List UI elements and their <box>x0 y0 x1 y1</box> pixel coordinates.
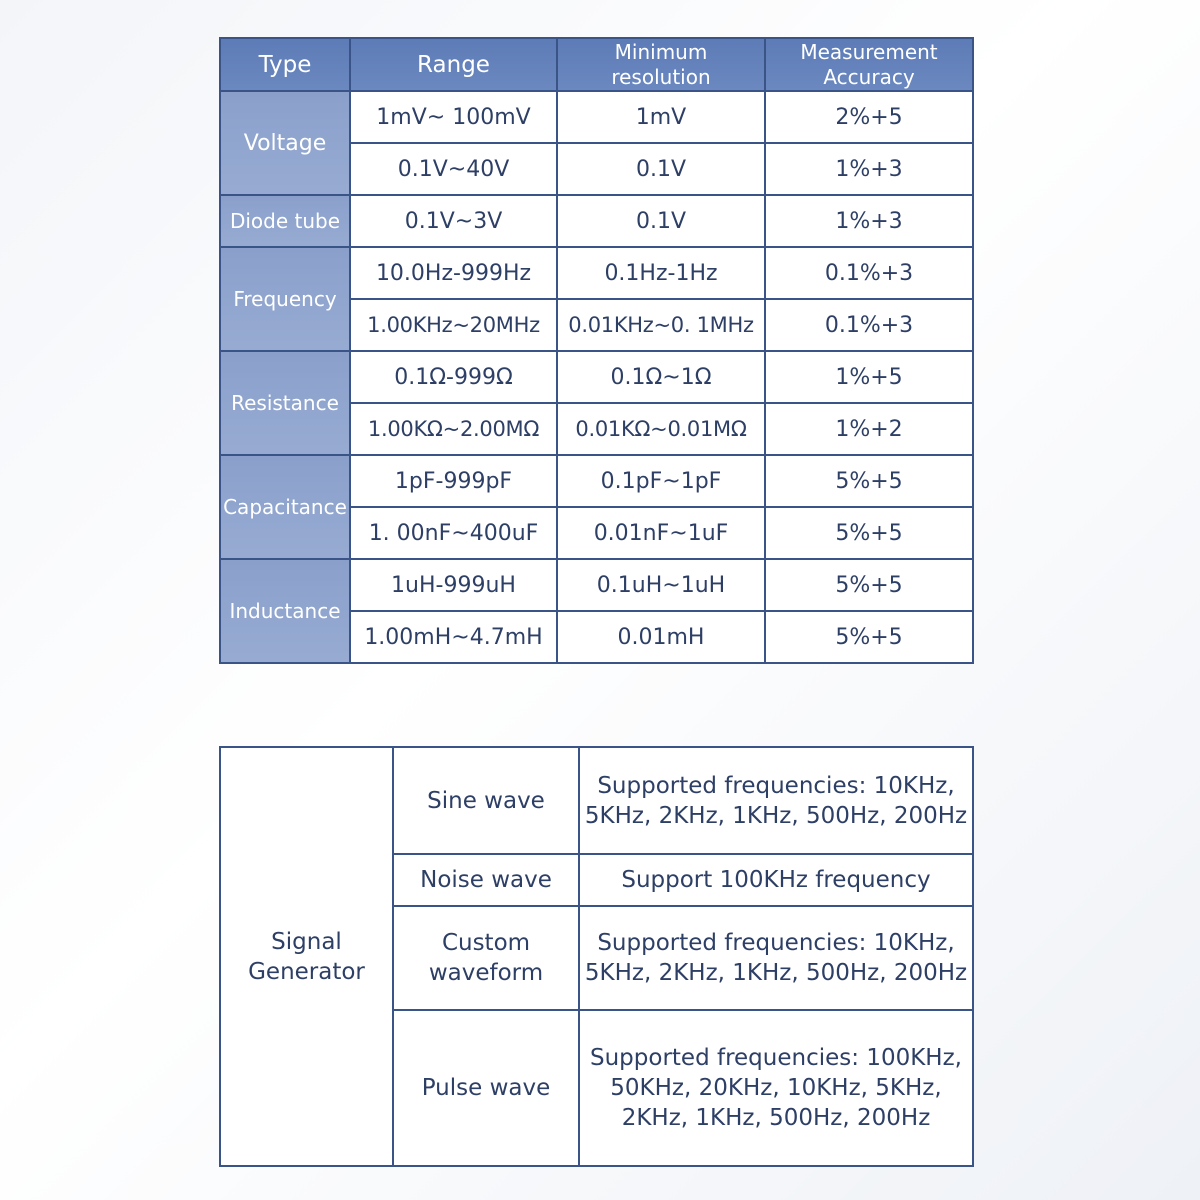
wave-name-pulse: Pulse wave <box>393 1010 579 1166</box>
range-cell: 0.1V~3V <box>350 195 557 247</box>
range-cell: 1pF-999pF <box>350 455 557 507</box>
type-diode-tube: Diode tube <box>220 195 350 247</box>
table-row <box>220 247 973 299</box>
range-cell: 10.0Hz-999Hz <box>350 247 557 299</box>
accuracy-cell: 5%+5 <box>765 559 973 611</box>
type-voltage: Voltage <box>220 91 350 195</box>
desc-line: 2KHz, 1KHz, 500Hz, 200Hz <box>621 1105 931 1131</box>
resolution-cell: 0.1uH~1uH <box>557 559 765 611</box>
desc-line: 5KHz, 2KHz, 1KHz, 500Hz, 200Hz <box>584 960 968 986</box>
resolution-cell: 1mV <box>557 91 765 143</box>
type-capacitance: Capacitance <box>220 455 350 559</box>
table-row <box>220 195 973 247</box>
table-row <box>220 455 973 507</box>
table-row <box>220 351 973 403</box>
header-min-resolution <box>557 38 765 91</box>
range-cell: 1mV~ 100mV <box>350 91 557 143</box>
resolution-cell: 0.1Ω~1Ω <box>557 351 765 403</box>
resolution-cell: 0.01nF~1uF <box>557 507 765 559</box>
wave-name-noise: Noise wave <box>393 854 579 906</box>
wave-desc-noise <box>579 854 973 906</box>
spec-table <box>219 37 974 664</box>
type-inductance: Inductance <box>220 559 350 663</box>
header-accuracy <box>765 38 973 91</box>
resolution-cell: 0.1Hz-1Hz <box>557 247 765 299</box>
header-accuracy-line1: Measurement <box>800 39 938 64</box>
desc-line: Support 100KHz frequency <box>621 867 931 893</box>
accuracy-cell: 0.1%+3 <box>765 299 973 351</box>
wave-desc-sine <box>579 747 973 854</box>
range-cell: 0.1V~40V <box>350 143 557 195</box>
accuracy-cell: 1%+2 <box>765 403 973 455</box>
wave-name-custom <box>393 906 579 1010</box>
wave-desc-custom <box>579 906 973 1010</box>
accuracy-cell: 1%+3 <box>765 143 973 195</box>
table-row <box>220 91 973 143</box>
accuracy-cell: 0.1%+3 <box>765 247 973 299</box>
signal-generator-title-line1: Signal <box>271 928 342 955</box>
signal-generator-title-line2: Generator <box>248 958 365 985</box>
wave-desc-pulse <box>579 1010 973 1166</box>
accuracy-cell: 1%+3 <box>765 195 973 247</box>
type-resistance: Resistance <box>220 351 350 455</box>
table-row <box>220 559 973 611</box>
accuracy-cell: 5%+5 <box>765 455 973 507</box>
accuracy-cell: 1%+5 <box>765 351 973 403</box>
resolution-cell: 0.1pF~1pF <box>557 455 765 507</box>
desc-line: Supported frequencies: 100KHz, <box>590 1045 962 1071</box>
resolution-cell: 0.01KΩ~0.01MΩ <box>557 403 765 455</box>
accuracy-cell: 5%+5 <box>765 611 973 663</box>
range-cell: 0.1Ω-999Ω <box>350 351 557 403</box>
resolution-cell: 0.01mH <box>557 611 765 663</box>
desc-line: Supported frequencies: 10KHz, <box>597 930 955 956</box>
header-min-resolution-line1: Minimum <box>614 39 708 64</box>
header-type: Type <box>220 38 350 91</box>
header-accuracy-line2: Accuracy <box>823 64 915 89</box>
accuracy-cell: 2%+5 <box>765 91 973 143</box>
desc-line: 50KHz, 20KHz, 10KHz, 5KHz, <box>610 1075 942 1101</box>
range-cell: 1.00mH~4.7mH <box>350 611 557 663</box>
header-min-resolution-line2: resolution <box>611 64 711 89</box>
resolution-cell: 0.1V <box>557 143 765 195</box>
desc-line: 5KHz, 2KHz, 1KHz, 500Hz, 200Hz <box>584 802 968 829</box>
accuracy-cell: 5%+5 <box>765 507 973 559</box>
wave-name-line: Custom <box>441 930 531 956</box>
signal-generator-title <box>220 747 393 1166</box>
range-cell: 1. 00nF~400uF <box>350 507 557 559</box>
header-range: Range <box>350 38 557 91</box>
range-cell: 1uH-999uH <box>350 559 557 611</box>
range-cell: 1.00KHz~20MHz <box>350 299 557 351</box>
desc-line: Supported frequencies: 10KHz, <box>597 772 955 799</box>
wave-name-sine: Sine wave <box>393 747 579 854</box>
signal-generator-table <box>219 746 974 1167</box>
wave-name-line: waveform <box>428 960 544 986</box>
table-row <box>220 747 973 854</box>
range-cell: 1.00KΩ~2.00MΩ <box>350 403 557 455</box>
resolution-cell: 0.1V <box>557 195 765 247</box>
header-row <box>220 38 973 91</box>
resolution-cell: 0.01KHz~0. 1MHz <box>557 299 765 351</box>
type-frequency: Frequency <box>220 247 350 351</box>
